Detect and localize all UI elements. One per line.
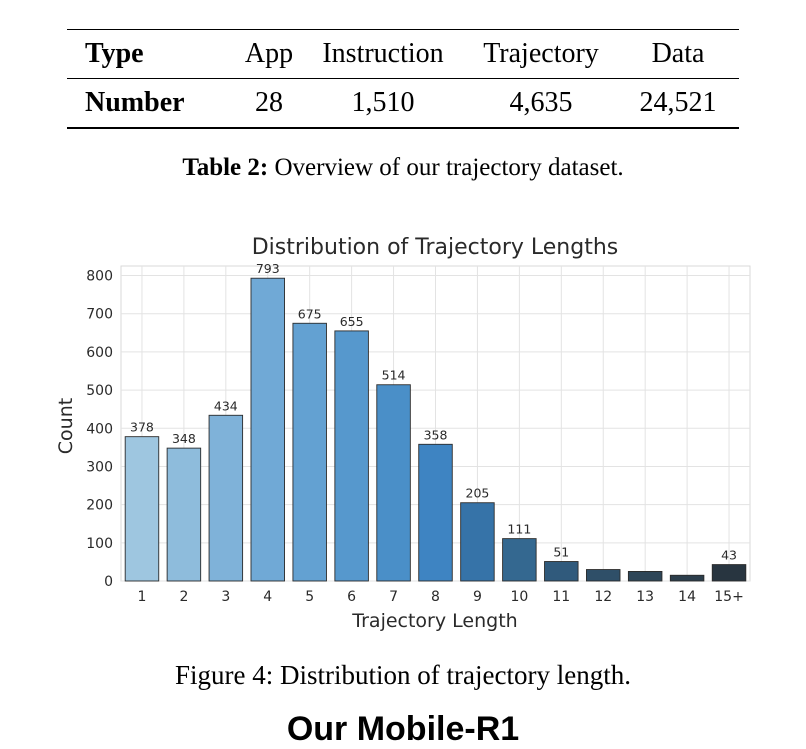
data-label: 378 [130,419,154,435]
chart-title: Distribution of Trajectory Lengths [251,235,619,260]
x-tick-label: 12 [594,589,613,605]
y-tick-label: 200 [86,497,113,514]
y-tick-label: 300 [86,459,113,476]
table-caption-label: Table 2: [182,154,269,181]
data-label: 358 [423,427,448,443]
x-tick-label: 3 [221,589,231,605]
y-tick-label: 400 [86,421,113,438]
y-axis-label: Count [55,397,77,455]
x-tick-label: 13 [636,589,655,605]
table-cell: Number [85,87,185,118]
bar [209,415,243,581]
bar [545,562,579,581]
y-tick-label: 800 [86,268,113,285]
y-tick-label: 500 [86,383,113,400]
bar [586,570,620,581]
bar [377,385,411,581]
x-tick-label: 6 [347,589,357,605]
x-tick-label: 1 [137,589,147,605]
bar [628,571,662,581]
table-row [67,79,739,129]
x-tick-label: 9 [472,589,482,605]
table-cell: 24,521 [639,87,717,118]
next-section-heading: Our Mobile-R1 [286,710,520,748]
table-cell: 1,510 [351,87,415,118]
data-label: 655 [339,313,364,329]
table-header-cell: Trajectory [483,38,599,69]
bar [335,331,369,581]
dataset-overview-table [67,29,739,129]
data-label: 51 [553,544,570,560]
trajectory-length-chart [0,222,806,642]
data-label: 43 [721,547,737,563]
x-tick-label: 11 [552,589,571,605]
x-tick-label: 15+ [714,589,744,605]
data-label: 793 [255,261,280,277]
x-tick-label: 10 [510,589,529,605]
data-label: 675 [297,306,322,322]
data-label: 514 [381,367,406,383]
x-tick-label: 8 [431,589,440,605]
data-label: 205 [465,485,490,501]
bar [503,539,537,581]
y-tick-label: 0 [104,574,113,590]
table-header-cell: Type [85,38,144,69]
x-tick-label: 7 [389,589,399,605]
y-tick-label: 700 [86,306,113,323]
table-caption-text: Overview of our trajectory dataset. [268,154,624,181]
table-header-cell: App [244,38,294,69]
x-tick-label: 4 [263,589,273,605]
data-label: 111 [507,521,532,537]
figure-caption: Figure 4: Distribution of trajectory length. [175,660,631,690]
bar [461,503,495,581]
data-label: 434 [213,398,238,414]
bar [419,444,453,581]
y-tick-label: 100 [86,535,113,552]
table-cell: 4,635 [509,87,573,118]
x-axis-label: Trajectory Length [352,610,518,632]
table-header-row [67,30,739,79]
table-caption [0,154,806,182]
data-label: 348 [171,431,196,447]
table-cell: 28 [255,87,283,118]
x-tick-label: 2 [179,589,189,605]
y-tick-label: 600 [86,344,113,361]
bar [251,278,285,581]
bar [293,323,327,581]
bar [670,575,704,581]
bar [167,448,201,581]
x-tick-label: 5 [305,589,315,605]
bar [125,437,159,581]
table-header-cell: Data [651,38,705,69]
table-header-cell: Instruction [322,38,444,69]
bar [712,565,746,581]
x-tick-label: 14 [678,589,697,605]
